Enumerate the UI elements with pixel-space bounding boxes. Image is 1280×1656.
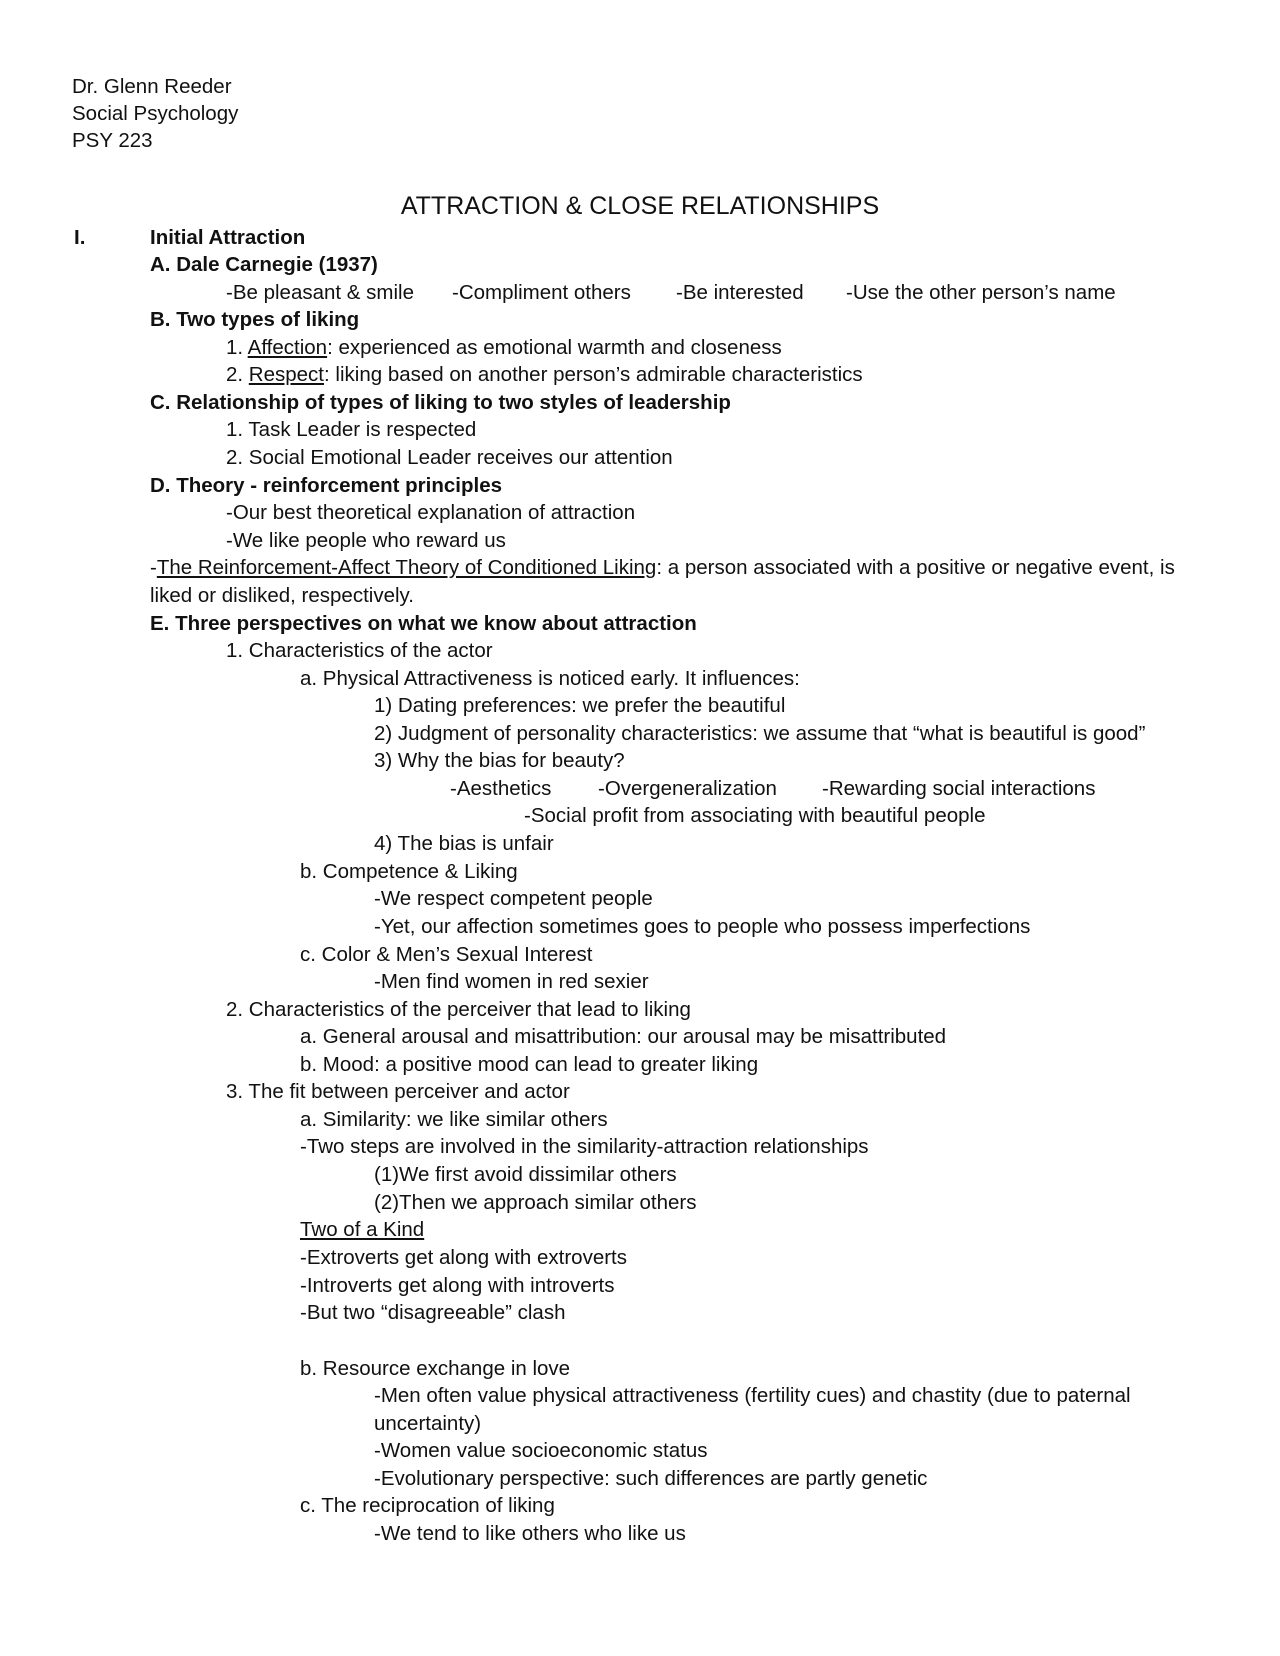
subheading-e: E. Three perspectives on what we know about attraction xyxy=(150,612,697,635)
list-item: 1. Task Leader is respected xyxy=(226,418,477,441)
subsection-label: Two of a Kind xyxy=(300,1218,425,1241)
list-item: -Women value socioeconomic status xyxy=(374,1439,708,1462)
tip-item: -Be pleasant & smile xyxy=(226,281,415,304)
list-item: 2) Judgment of personality characteristics: we assume that “what is beautiful is good” xyxy=(374,722,1146,745)
section-number: I. xyxy=(74,226,86,249)
list-item: -Our best theoretical explanation of attraction xyxy=(226,501,636,524)
list-item: -Evolutionary perspective: such differences are partly genetic xyxy=(374,1467,928,1490)
section-heading: Initial Attraction xyxy=(150,226,306,249)
list-item: 3. The fit between perceiver and actor xyxy=(226,1080,570,1103)
author-name: Dr. Glenn Reeder xyxy=(72,75,232,98)
item-number: 1. xyxy=(226,336,248,359)
tip-item: -Be interested xyxy=(676,281,804,304)
tip-item: -Compliment others xyxy=(452,281,631,304)
theory-text: : a person associated with a positive or negative event, is xyxy=(656,556,1175,579)
list-item: a. Physical Attractiveness is noticed early. It influences: xyxy=(300,667,800,690)
list-item: c. Color & Men’s Sexual Interest xyxy=(300,943,593,966)
item-number: 2. xyxy=(226,363,249,386)
dash: - xyxy=(150,556,157,579)
list-item: -Men often value physical attractiveness (fertility cues) and chastity (due to paternal xyxy=(374,1384,1131,1407)
list-item: b. Resource exchange in love xyxy=(300,1357,571,1380)
subheading-c: C. Relationship of types of liking to two styles of leadership xyxy=(150,391,731,414)
term-respect: Respect xyxy=(248,363,325,386)
list-item: b. Mood: a positive mood can lead to greater liking xyxy=(300,1053,759,1076)
list-item: 3) Why the bias for beauty? xyxy=(374,749,625,772)
bias-reason: -Overgeneralization xyxy=(598,777,777,800)
list-item: -We like people who reward us xyxy=(226,529,506,552)
bias-reason: -Rewarding social interactions xyxy=(822,777,1096,800)
list-item: -But two “disagreeable” clash xyxy=(300,1301,566,1324)
list-item: c. The reciprocation of liking xyxy=(300,1494,555,1517)
list-item-continued: uncertainty) xyxy=(374,1412,482,1435)
liking-type-affection xyxy=(226,334,782,362)
list-item: -Men find women in red sexier xyxy=(374,970,649,993)
list-item: a. General arousal and misattribution: our arousal may be misattributed xyxy=(300,1025,947,1048)
list-item: -Yet, our affection sometimes goes to people who possess imperfections xyxy=(374,915,1031,938)
list-item: b. Competence & Liking xyxy=(300,860,518,883)
list-item: (1)We first avoid dissimilar others xyxy=(374,1163,677,1186)
theory-definition xyxy=(150,554,1175,582)
list-item: -Two steps are involved in the similarity-attraction relationships xyxy=(300,1135,869,1158)
bias-reason: -Social profit from associating with beautiful people xyxy=(524,804,986,827)
term-definition: : experienced as emotional warmth and closeness xyxy=(327,336,782,359)
list-item: 1) Dating preferences: we prefer the beautiful xyxy=(374,694,786,717)
term-affection: Affection xyxy=(247,336,328,359)
list-item: a. Similarity: we like similar others xyxy=(300,1108,608,1131)
subheading-d: D. Theory - reinforcement principles xyxy=(150,474,502,497)
theory-term: The Reinforcement-Affect Theory of Conditioned Liking xyxy=(156,556,657,579)
liking-type-respect xyxy=(226,361,863,389)
list-item: (2)Then we approach similar others xyxy=(374,1191,697,1214)
list-item: 1. Characteristics of the actor xyxy=(226,639,493,662)
list-item: -Extroverts get along with extroverts xyxy=(300,1246,627,1269)
list-item: 2. Social Emotional Leader receives our attention xyxy=(226,446,673,469)
list-item: -We respect competent people xyxy=(374,887,653,910)
theory-continued: liked or disliked, respectively. xyxy=(150,584,414,607)
list-item: 4) The bias is unfair xyxy=(374,832,554,855)
list-item: -Introverts get along with introverts xyxy=(300,1274,615,1297)
list-item: 2. Characteristics of the perceiver that lead to liking xyxy=(226,998,691,1021)
subheading-b: B. Two types of liking xyxy=(150,308,360,331)
subheading-a: A. Dale Carnegie (1937) xyxy=(150,253,378,276)
page-title: ATTRACTION & CLOSE RELATIONSHIPS xyxy=(400,192,880,220)
tip-item: -Use the other person’s name xyxy=(846,281,1116,304)
list-item: -We tend to like others who like us xyxy=(374,1522,686,1545)
bias-reason: -Aesthetics xyxy=(450,777,552,800)
course-name: Social Psychology xyxy=(72,102,239,125)
term-definition: : liking based on another person’s admirable characteristics xyxy=(324,363,863,386)
course-code: PSY 223 xyxy=(72,129,153,152)
